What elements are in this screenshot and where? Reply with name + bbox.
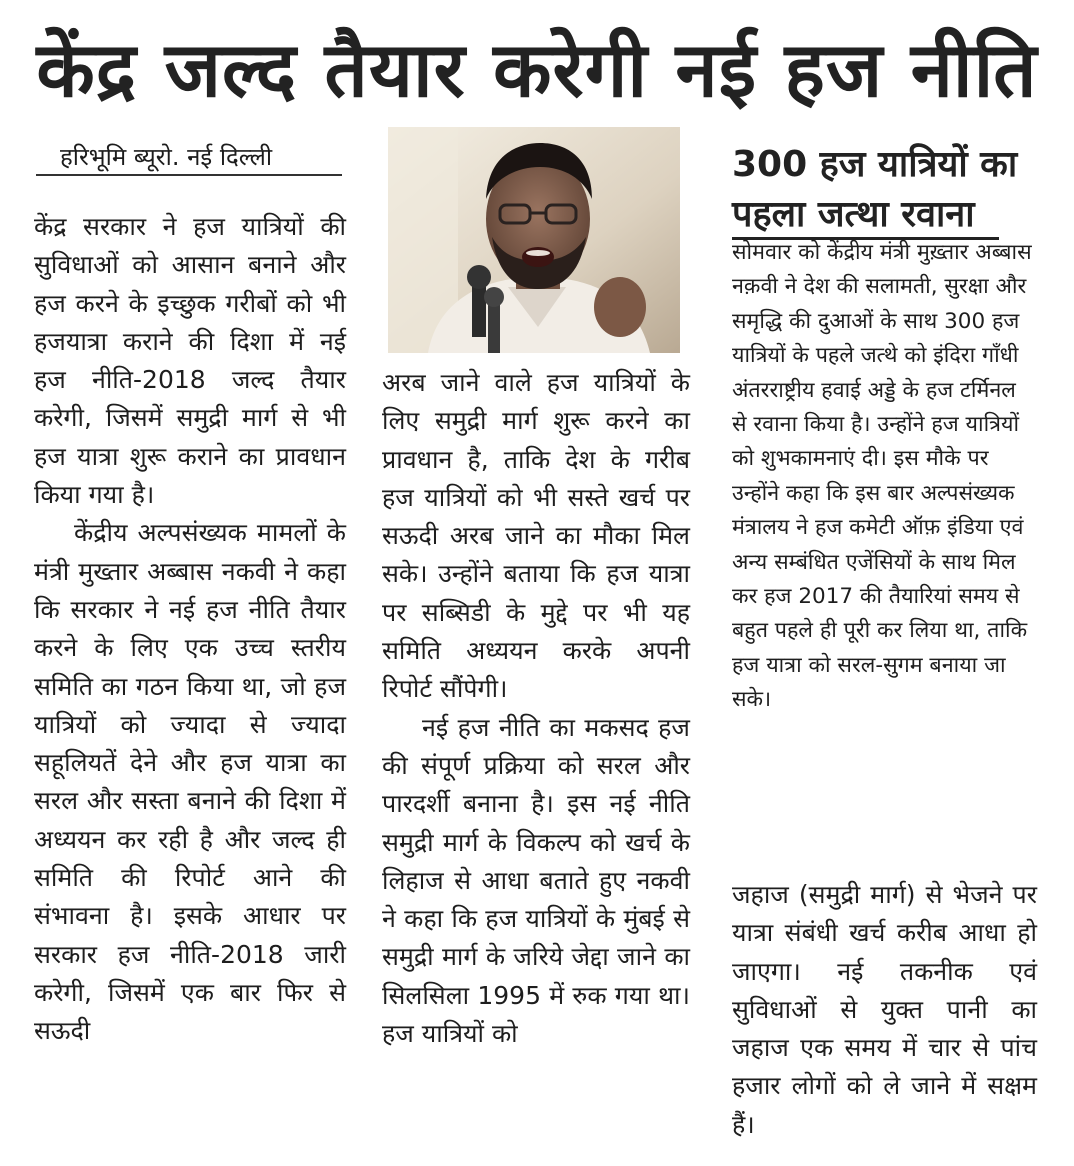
- headline: केंद्र जल्द तैयार करेगी नई हज नीति: [36, 25, 1038, 114]
- article-paragraph: अरब जाने वाले हज यात्रियों के लिए समुद्री मार्ग शुरू करने का प्रावधान है, ताकि देश के गरीब हज यात्रियों को भी सस्ते खर्च पर सऊदी अरब जाने का मौका मिल सके। उन्होंने बताया कि हज यात्रा पर सब्सिडी के मुद्दे पर भी यह समिति अध्ययन करके अपनी रिपोर्ट सौंपेगी।: [382, 368, 690, 704]
- sidebar-paragraph: सोमवार को केंद्रीय मंत्री मुख़्तार अब्बास नक़वी ने देश की सलामती, सुरक्षा और समृद्धि की दुआओं के साथ 300 हज यात्रियों के पहले जत्थे को इंदिरा गाँधी अंतरराष्ट्रीय हवाई अड्डे के हज टर्मिनल से रवाना किया है। उन्होंने हज यात्रियों को शुभकामनाएं दी। इस मौके पर उन्होंने कहा कि इस बार अल्पसंख्यक मंत्रालय ने हज कमेटी ऑफ़ इंडिया एवं अन्य सम्बंधित एजेंसियों के साथ मिल कर हज 2017 की तैयारियां समय से बहुत पहले ही पूरी कर लिया था, ताकि हज यात्रा को सरल-सुगम बनाया जा सके।: [732, 240, 1032, 713]
- sidebar-body: [732, 236, 1032, 718]
- article-paragraph: केंद्र सरकार ने हज यात्रियों की सुविधाओं को आसान बनाने और हज करने के इच्छुक गरीबों को भी हजयात्रा कराने की दिशा में नई हज नीति-2018 जल्द तैयार करेगी, जिसमें समुद्री मार्ग से भी हज यात्रा शुरू कराने का प्रावधान किया गया है।: [34, 212, 346, 510]
- speaker-photo-image: [388, 127, 680, 353]
- article-paragraph: केंद्रीय अल्पसंख्यक मामलों के मंत्री मुख्तार अब्बास नकवी ने कहा कि सरकार ने नई हज नीति तैयार करने के लिए एक उच्च स्तरीय समिति का गठन किया था, जो हज यात्रियों को ज्यादा से ज्यादा सहूलियतें देने और हज यात्रा का सरल और सस्ता बनाने की दिशा में अध्ययन कर रही है और जल्द ही समिति की रिपोर्ट आने की संभावना है। इसके आधार पर सरकार हज नीति-2018 जारी करेगी, जिसमें एक बार फिर से सऊदी: [34, 518, 346, 1046]
- article-paragraph: जहाज (समुद्री मार्ग) से भेजने पर यात्रा संबंधी खर्च करीब आधा हो जाएगा। नई तकनीक एवं सुविधाओं से युक्त पानी का जहाज एक समय में चार से पांच हजार लोगों को ले जाने में सक्षम हैं।: [732, 880, 1037, 1139]
- article-column-1: [34, 208, 346, 1051]
- sidebar-headline: [732, 140, 1032, 240]
- article-paragraph: नई हज नीति का मकसद हज की संपूर्ण प्रक्रिया को सरल और पारदर्शी बनाना है। इस नई नीति समुद्री मार्ग के विकल्प को खर्च के लिहाज से आधा बताते हुए नकवी ने कहा कि हज यात्रियों के मुंबई से समुद्री मार्ग के जरिये जेद्दा जाने का सिलसिला 1995 में रुक गया था। हज यात्रियों को: [382, 712, 690, 1049]
- article-column-3: [732, 876, 1037, 1144]
- news-photo: [388, 127, 680, 353]
- byline: हरिभूमि ब्यूरो. नई दिल्ली: [36, 140, 342, 176]
- article-column-2: [382, 364, 690, 1053]
- sidebar-headline-line-1: 300 हज यात्रियों का: [732, 144, 1018, 185]
- sidebar-headline-line-2: पहला जत्था रवाना: [732, 193, 999, 240]
